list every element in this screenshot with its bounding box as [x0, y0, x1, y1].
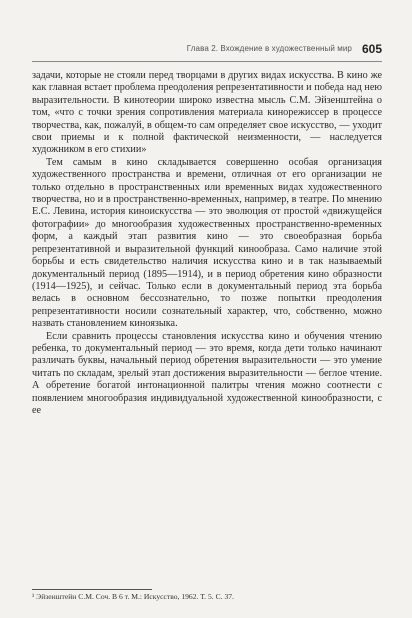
running-head: Глава 2. Вхождение в художественный мир	[186, 44, 352, 53]
paragraph-continued: задачи, которые не стояли перед творцами в других видах искусства. В кино же как главная встает проблема преодоления репрезентативности и победа над нею выразительности. В кинотеории широко известна мысль С.М. Эйзенштейна о том, «что с точки зрения сопротивления материала кинорежиссер в процессе творчества, как, пожалуй, в общем-то сам определяет свое искусство, — уходит свои приемы и к полной фактической неизменности, — наследуется художником в его стихии»	[32, 70, 382, 156]
page-number: 605	[361, 41, 382, 56]
page-body	[32, 70, 382, 417]
paragraph: Тем самым в кино складывается совершенно особая организация художественного пространства и времени, отличная от его организации не только отдельно в пространственных или временных видах художественного творчества, но и в пространственно-временных, например, в театре. По мнению Е.С. Левина, история киноискусства — это эволюция от простой «движущейся фотографии» до многообразия художественных пространственно-временных форм, а каждый этап развития кино — это своеобразная борьба репрезентативной и выразительной функций кинообраза. Само наличие этой борьбы и есть свидетельство наличия искусства кино и в так называемый документальный период (1895—1914), и в период обретения кино образности (1914—1925), и сейчас. Только если в документальный период эта борьба велась в основном бессознательно, то позже попытки преодоления репрезентативности носили сознательный характер, что, собственно, можно назвать становлением киноязыка.	[32, 156, 382, 330]
paragraph: Если сравнить процессы становления искусства кино и обучения чтению ребенка, то документальный период — это время, когда дети только начинают различать буквы, начальный период обретения выразительности — это умение читать по складам, зрелый этап достижения выразительности — беглое чтение. А обретение богатой интонационной палитры чтения можно соотнести с появлением многообразия индивидуальной художественной кинообразности, с ее	[32, 330, 382, 416]
footnote-rule	[32, 589, 152, 590]
footnote: ¹ Эйзенштейн С.М. Соч. В 6 т. М.: Искусство, 1962. Т. 5. С. 37.	[32, 592, 234, 601]
running-header	[32, 40, 382, 62]
